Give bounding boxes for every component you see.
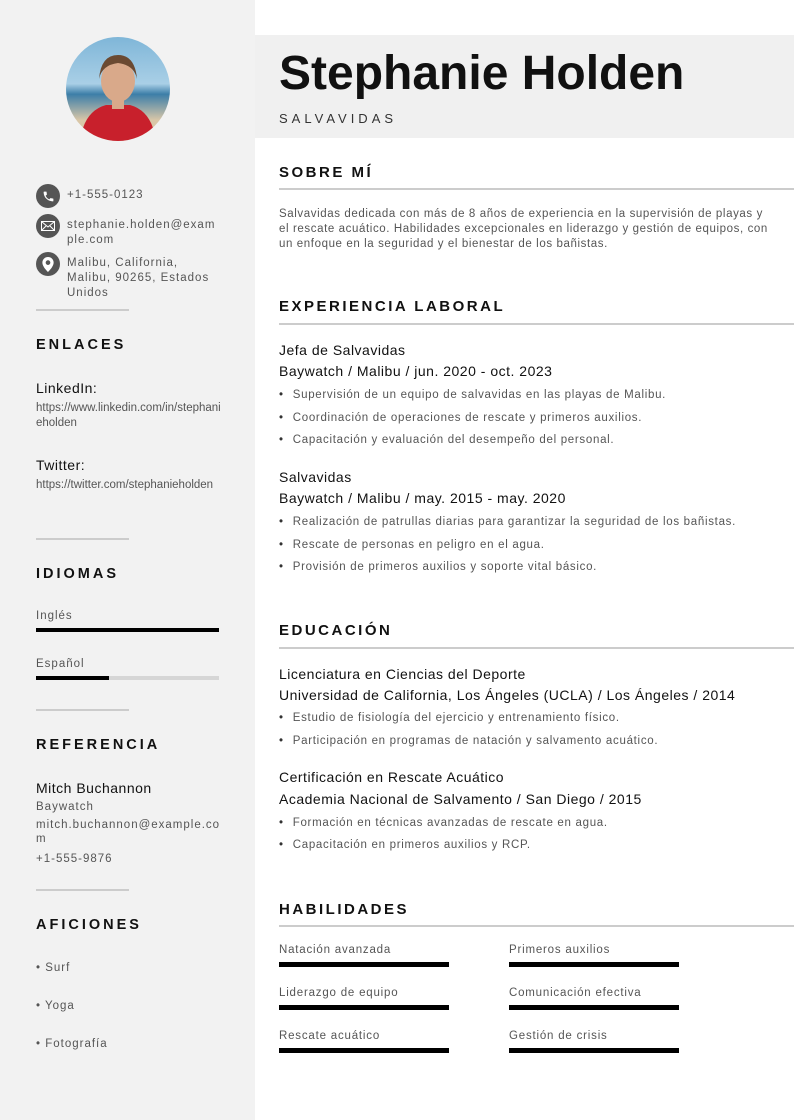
section-rule bbox=[279, 323, 794, 325]
skill-name: Liderazgo de equipo bbox=[279, 987, 399, 999]
reference-name: Mitch Buchannon bbox=[36, 780, 152, 796]
degree-title: Licenciatura en Ciencias del Deporte bbox=[279, 666, 526, 682]
language-level-bar bbox=[36, 676, 219, 680]
divider bbox=[36, 538, 129, 540]
phone-icon bbox=[36, 184, 60, 208]
degree-meta: Universidad de California, Los Ángeles (UCLA) / Los Ángeles / 2014 bbox=[279, 687, 736, 703]
linkedin-label: LinkedIn: bbox=[36, 380, 98, 396]
about-text: Salvavidas dedicada con más de 8 años de experiencia en la supervisión de playas y el rescate acuático. Habilidades excepcionales en liderazgo y gestión de equipos, con un enfoque en la seguridad y el bienestar de los bañistas. bbox=[279, 208, 768, 250]
skill-bar bbox=[509, 1048, 679, 1053]
job-bullet: • Rescate de personas en peligro en el agua. bbox=[279, 539, 545, 551]
contact-address: Malibu, California, Malibu, 90265, Estados Unidos bbox=[67, 257, 210, 299]
divider bbox=[36, 889, 129, 891]
job-bullet: • Realización de patrullas diarias para garantizar la seguridad de los bañistas. bbox=[279, 516, 736, 528]
candidate-role: SALVAVIDAS bbox=[279, 111, 398, 126]
skill-name: Primeros auxilios bbox=[509, 944, 611, 956]
reference-company: Baywatch bbox=[36, 801, 94, 813]
skill-name: Gestión de crisis bbox=[509, 1030, 608, 1042]
hobby-item: • Yoga bbox=[36, 1000, 75, 1012]
skill-name: Comunicación efectiva bbox=[509, 987, 642, 999]
education-heading: EDUCACIÓN bbox=[279, 622, 393, 639]
job-title: Jefa de Salvavidas bbox=[279, 342, 406, 358]
job-title: Salvavidas bbox=[279, 469, 352, 485]
degree-bullet: • Estudio de fisiología del ejercicio y entrenamiento físico. bbox=[279, 712, 620, 724]
skill-name: Natación avanzada bbox=[279, 944, 392, 956]
degree-meta: Academia Nacional de Salvamento / San Diego / 2015 bbox=[279, 791, 642, 807]
location-icon bbox=[36, 252, 60, 276]
section-rule bbox=[279, 647, 794, 649]
job-bullet: • Provisión de primeros auxilios y soporte vital básico. bbox=[279, 561, 597, 573]
hobby-label: Surf bbox=[45, 962, 71, 974]
degree-bullet: • Formación en técnicas avanzadas de rescate en agua. bbox=[279, 817, 608, 829]
skill-bar bbox=[509, 962, 679, 967]
hobby-label: Yoga bbox=[45, 1000, 75, 1012]
skill-bar bbox=[509, 1005, 679, 1010]
contact-email: stephanie.holden@example.com bbox=[67, 219, 216, 246]
linkedin-link[interactable]: https://www.linkedin.com/in/stephanieholden bbox=[36, 402, 221, 429]
job-bullet: • Supervisión de un equipo de salvavidas en las playas de Malibu. bbox=[279, 389, 666, 401]
degree-title: Certificación en Rescate Acuático bbox=[279, 769, 505, 785]
sidebar bbox=[0, 0, 255, 1120]
language-level-bar bbox=[36, 628, 219, 632]
divider bbox=[36, 709, 129, 711]
section-rule bbox=[279, 925, 794, 927]
experience-heading: EXPERIENCIA LABORAL bbox=[279, 298, 506, 315]
job-meta: Baywatch / Malibu / jun. 2020 - oct. 2023 bbox=[279, 363, 553, 379]
reference-heading: REFERENCIA bbox=[36, 737, 161, 753]
skill-name: Rescate acuático bbox=[279, 1030, 381, 1042]
candidate-name: Stephanie Holden bbox=[279, 47, 685, 100]
divider bbox=[36, 309, 129, 311]
twitter-label: Twitter: bbox=[36, 457, 86, 473]
job-bullet: • Capacitación y evaluación del desempeño del personal. bbox=[279, 434, 614, 446]
skill-bar bbox=[279, 962, 449, 967]
hobby-item: • Fotografía bbox=[36, 1038, 108, 1050]
contact-phone: +1-555-0123 bbox=[67, 189, 144, 201]
about-heading: SOBRE MÍ bbox=[279, 164, 374, 181]
email-icon bbox=[36, 214, 60, 238]
reference-email: mitch.buchannon@example.com bbox=[36, 819, 221, 845]
hobbies-heading: AFICIONES bbox=[36, 917, 142, 933]
hobby-item: • Surf bbox=[36, 962, 71, 974]
job-meta: Baywatch / Malibu / may. 2015 - may. 2020 bbox=[279, 490, 566, 506]
language-name: Español bbox=[36, 658, 85, 670]
avatar bbox=[66, 37, 170, 141]
twitter-link[interactable]: https://twitter.com/stephanieholden bbox=[36, 479, 214, 491]
skill-bar bbox=[279, 1005, 449, 1010]
links-heading: ENLACES bbox=[36, 337, 127, 353]
job-bullet: • Coordinación de operaciones de rescate y primeros auxilios. bbox=[279, 412, 642, 424]
degree-bullet: • Participación en programas de natación y salvamento acuático. bbox=[279, 735, 658, 747]
skills-heading: HABILIDADES bbox=[279, 901, 410, 918]
reference-phone: +1-555-9876 bbox=[36, 853, 113, 865]
hobby-label: Fotografía bbox=[45, 1038, 108, 1050]
skill-bar bbox=[279, 1048, 449, 1053]
section-rule bbox=[279, 188, 794, 190]
degree-bullet: • Capacitación en primeros auxilios y RCP. bbox=[279, 839, 531, 851]
language-name: Inglés bbox=[36, 610, 73, 622]
languages-heading: IDIOMAS bbox=[36, 566, 120, 582]
